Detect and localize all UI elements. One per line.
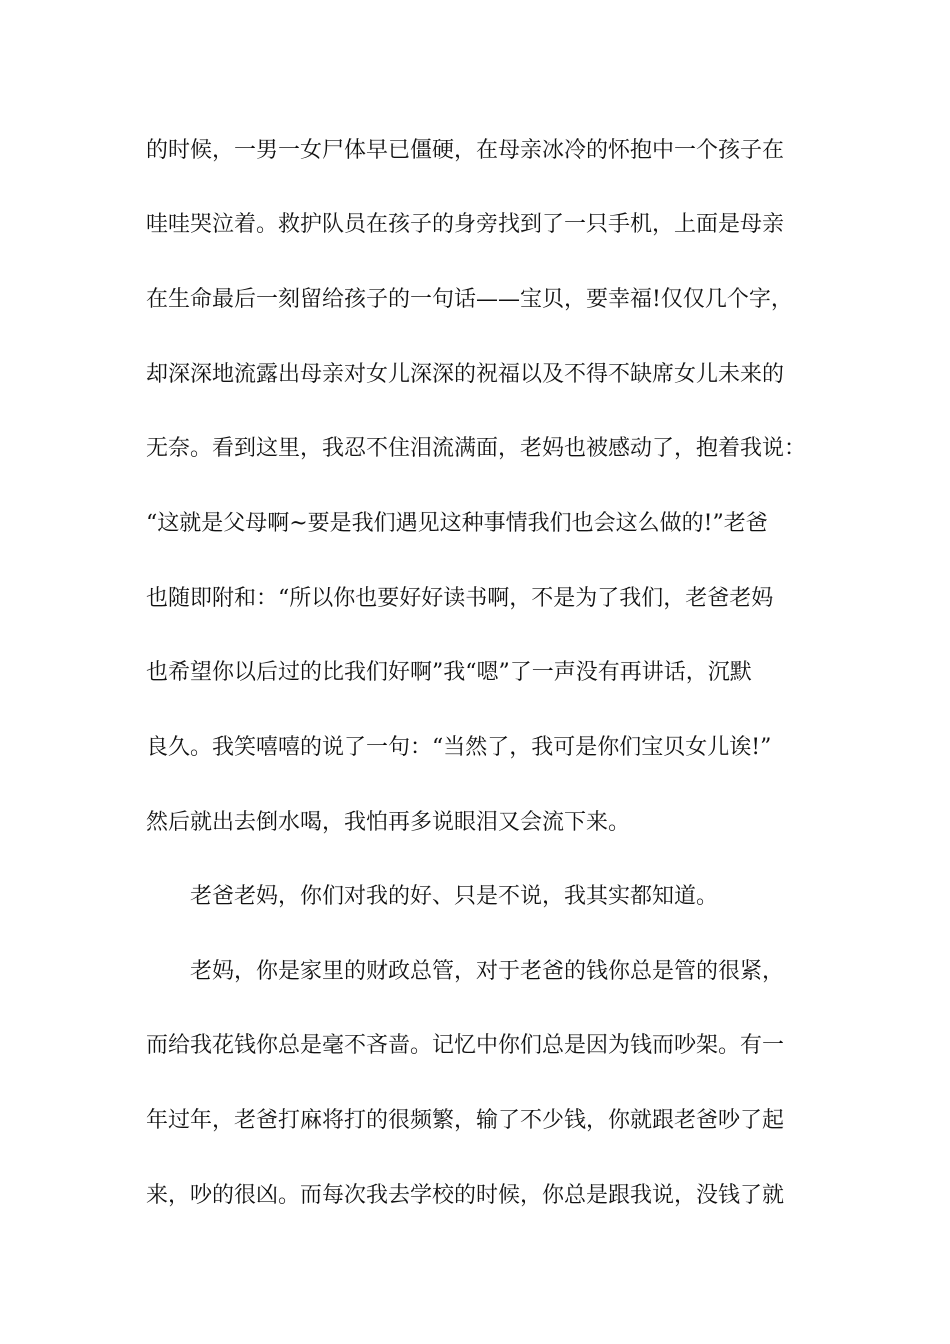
text-line: 而给我花钱你总是毫不吝啬。记忆中你们总是因为钱而吵架。有一 [146, 1033, 785, 1058]
text-line: 无奈。看到这里，我忍不住泪流满面，老妈也被感动了，抱着我说： [146, 436, 807, 461]
text-line: “这就是父母啊~要是我们遇见这种事情我们也会这么做的!”老爸 [146, 511, 768, 536]
paragraph-start-line: 老妈，你是家里的财政总管，对于老爸的钱你总是管的很紧， [190, 959, 785, 984]
text-line: 的时候，一男一女尸体早已僵硬，在母亲冰冷的怀抱中一个孩子在 [146, 138, 785, 163]
text-line: 年过年，老爸打麻将打的很频繁，输了不少钱，你就跟老爸吵了起 [146, 1108, 785, 1133]
text-line: 在生命最后一刻留给孩子的一句话——宝贝，要幸福!仅仅几个字， [146, 287, 793, 312]
text-line: 然后就出去倒水喝，我怕再多说眼泪又会流下来。 [146, 810, 631, 835]
text-line: 也希望你以后过的比我们好啊”我“嗯”了一声没有再讲话，沉默 [146, 660, 752, 685]
text-line: 来，吵的很凶。而每次我去学校的时候，你总是跟我说，没钱了就 [146, 1183, 785, 1208]
text-line: 哇哇哭泣着。救护队员在孩子的身旁找到了一只手机，上面是母亲 [146, 212, 785, 237]
text-line: 良久。我笑嘻嘻的说了一句：“当然了，我可是你们宝贝女儿诶!” [146, 735, 772, 760]
text-line: 却深深地流露出母亲对女儿深深的祝福以及不得不缺席女儿未来的 [146, 362, 785, 387]
paragraph-start-line: 老爸老妈，你们对我的好、只是不说，我其实都知道。 [190, 884, 719, 909]
text-line: 也随即附和：“所以你也要好好读书啊，不是为了我们，老爸老妈 [146, 586, 774, 611]
